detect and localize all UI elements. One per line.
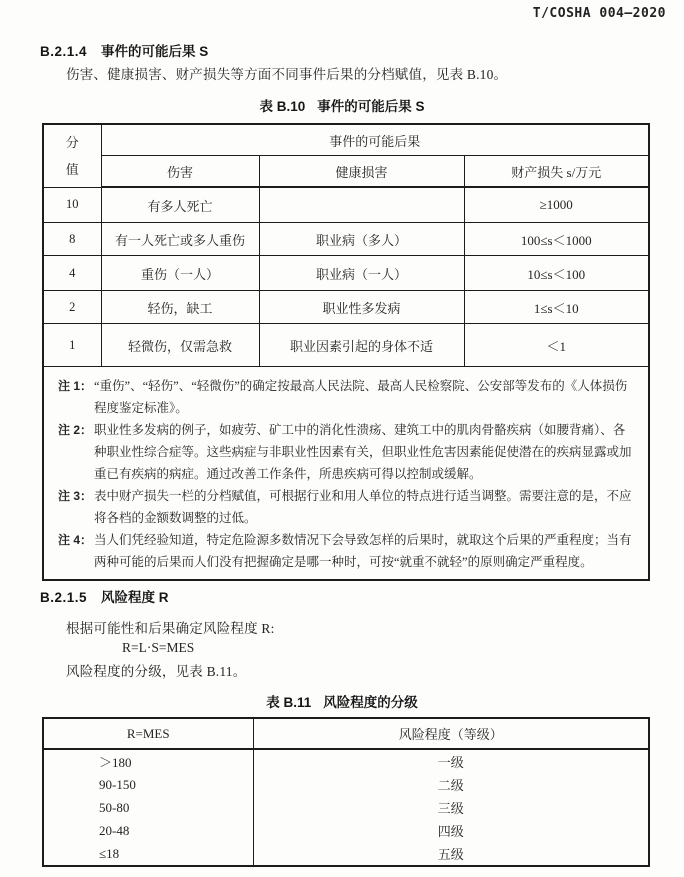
- table-b10: [42, 123, 650, 581]
- cell-health: 职业因素引起的身体不适: [259, 324, 464, 367]
- notes-cell: [43, 367, 649, 581]
- section-heading-b215: [40, 586, 169, 606]
- table-b11: [42, 717, 650, 867]
- table-row: [43, 324, 649, 367]
- note-label: 注 1：: [58, 379, 93, 393]
- table-row: [43, 223, 649, 256]
- cell-grade: 四级: [437, 824, 464, 839]
- section-number: B.2.1.4: [40, 44, 88, 59]
- note-label: 注 2：: [58, 423, 93, 437]
- table-row: [43, 819, 649, 842]
- note-text: 表中财产损失一栏的分档赋值，可根据行业和用人单位的特点进行适当调整。需要注意的是，不应将各档的金额数调整的过低。: [94, 489, 632, 525]
- cell-injury: 重伤（一人）: [101, 256, 259, 291]
- section-title: 风险程度 R: [101, 590, 169, 605]
- cell-grade: 二级: [437, 778, 464, 793]
- table-row: [43, 718, 649, 749]
- cell-property: ≥1000: [464, 187, 649, 223]
- table-b11-caption-title: 风险程度的分级: [323, 695, 418, 710]
- cell-score: 1: [43, 324, 101, 367]
- note-text: “重伤”、“轻伤”、“轻微伤”的确定按最高人民法院、最高人民检察院、公安部等发布的《人体损伤程度鉴定标准》。: [94, 379, 628, 415]
- note-item-4: [58, 529, 636, 573]
- cell-property: ＜1: [464, 324, 649, 367]
- header-risk-grade: 风险程度（等级）: [253, 718, 649, 749]
- cell-r-value: 90-150: [43, 773, 253, 796]
- table-row: [43, 367, 649, 581]
- note-label: 注 3：: [58, 489, 93, 503]
- formula-r-mes: R=L·S=MES: [122, 640, 195, 655]
- header-score-line2: 值: [65, 161, 79, 177]
- cell-injury: 轻伤，缺工: [101, 291, 259, 324]
- cell-score: 4: [43, 256, 101, 291]
- header-score-cell: [43, 124, 101, 187]
- note-label: 注 4：: [58, 533, 93, 547]
- cell-r-value: ≤18: [43, 842, 253, 866]
- cell-injury: 有多人死亡: [101, 187, 259, 223]
- table-row: [43, 187, 649, 223]
- header-injury: 伤害: [101, 156, 259, 188]
- section-title: 事件的可能后果 S: [101, 44, 209, 59]
- cell-score: 10: [43, 187, 101, 223]
- table-b10-caption: [0, 95, 684, 115]
- section-number: B.2.1.5: [40, 590, 88, 605]
- paragraph-grading: 风险程度的分级，见表 B.11。: [66, 664, 247, 679]
- cell-score: 8: [43, 223, 101, 256]
- note-text: 职业性多发病的例子，如疲劳、矿工中的消化性溃疡、建筑工中的肌肉骨骼疾病（如腰背痛）、各种职业性综合症等。这些病症与非职业性因素有关，但职业性危害因素能促使潜在的疾病显露或加重已有疾病的病症。通过改善工作条件，所患疾病可得以控制或缓解。: [94, 423, 632, 481]
- standard-number: T/COSHA 004—2020: [532, 6, 666, 21]
- header-property: 财产损失 s/万元: [464, 156, 649, 188]
- cell-grade: 五级: [437, 847, 464, 862]
- note-text: 当人们凭经验知道，特定危险源多数情况下会导致怎样的后果时，就取这个后果的严重程度；当有两种可能的后果而人们没有把握确定是哪一种时，可按“就重不就轻”的原则确定严重程度。: [94, 533, 632, 569]
- table-row: [43, 773, 649, 796]
- header-score-line1: 分: [65, 134, 79, 150]
- header-group-cell: 事件的可能后果: [101, 124, 649, 156]
- table-row: [43, 796, 649, 819]
- cell-property: 1≤s＜10: [464, 291, 649, 324]
- cell-injury: 有一人死亡或多人重伤: [101, 223, 259, 256]
- note-item-1: [58, 375, 636, 419]
- cell-injury: 轻微伤，仅需急救: [101, 324, 259, 367]
- table-row: [43, 124, 649, 156]
- cell-grade: 一级: [437, 755, 464, 770]
- table-row: [43, 156, 649, 188]
- cell-health: 职业性多发病: [259, 291, 464, 324]
- cell-r-value: ＞180: [43, 749, 253, 773]
- table-row: [43, 256, 649, 291]
- table-b10-caption-label: 表 B.10: [259, 99, 306, 114]
- cell-health: [259, 187, 464, 223]
- cell-grade: 三级: [437, 801, 464, 816]
- table-row: [43, 291, 649, 324]
- table-b11-caption: [0, 691, 684, 711]
- table-b10-caption-title: 事件的可能后果 S: [317, 99, 425, 114]
- paragraph-r-definition: 根据可能性和后果确定风险程度 R:: [66, 621, 275, 636]
- cell-r-value: 20-48: [43, 819, 253, 842]
- cell-score: 2: [43, 291, 101, 324]
- note-item-3: [58, 485, 636, 529]
- section-heading-b214: [40, 40, 208, 60]
- table-b11-caption-label: 表 B.11: [266, 695, 312, 710]
- cell-property: 10≤s＜100: [464, 256, 649, 291]
- cell-health: 职业病（一人）: [259, 256, 464, 291]
- header-health: 健康损害: [259, 156, 464, 188]
- intro-paragraph: 伤害、健康损害、财产损失等方面不同事件后果的分档赋值，见表 B.10。: [66, 67, 508, 82]
- note-item-2: [58, 419, 636, 485]
- table-row: [43, 749, 649, 773]
- table-row: [43, 842, 649, 866]
- cell-r-value: 50-80: [43, 796, 253, 819]
- header-r-mes: R=MES: [43, 718, 253, 749]
- cell-property: 100≤s＜1000: [464, 223, 649, 256]
- cell-health: 职业病（多人）: [259, 223, 464, 256]
